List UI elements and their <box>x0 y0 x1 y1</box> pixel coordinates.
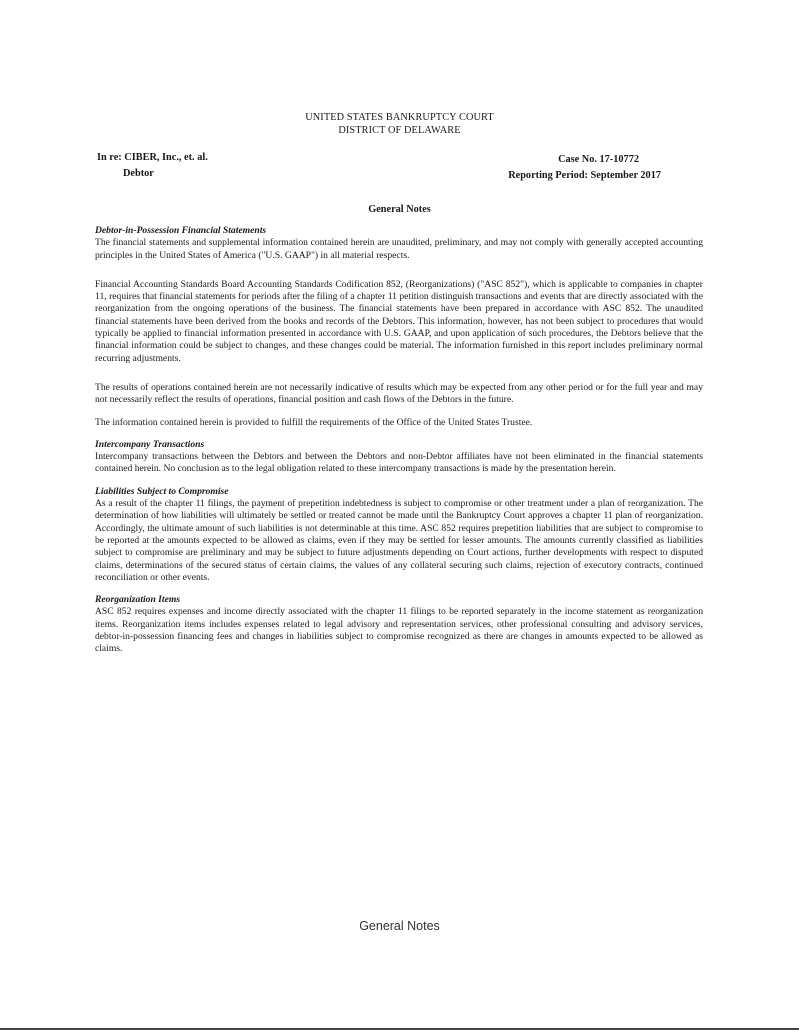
case-number: Case No. 17-10772 <box>558 154 639 165</box>
court-heading <box>0 111 799 137</box>
liabilities-paragraph: As a result of the chapter 11 filings, the payment of prepetition indebtedness is subject to compromise or other treatment under a plan of reorganization. The determination of how liabilities will ultimately be settled or treated cannot be made until the Bankruptcy Court approves a chapter 11 plan of reorganization. Accordingly, the ultimate amount of such liabilities is not determinable at this time. ASC 852 requires prepetition liabilities that are subject to compromise to be reported at the amounts expected to be allowed as claims, even if they may be settled for lesser amounts. The amounts currently classified as liabilities subject to compromise are preliminary and may be subject to future adjustments depending on Court actions, further developments with respect to disputed claims, determinations of the secured status of certain claims, the values of any collateral securing such claims, rejection of executory contracts, continued reconciliation or other events. <box>95 498 703 583</box>
page-title: General Notes <box>368 204 431 215</box>
dip-paragraph-4: The information contained herein is provided to fulfill the requirements of the Office of the United States Trustee. <box>95 416 533 428</box>
intercompany-paragraph: Intercompany transactions between the Debtors and between the Debtors and non-Debtor affiliates have not been eliminated in the financial statements contained herein. No conclusion as to the legal obligation related to these intercompany transactions is made by the presentation herein. <box>95 451 703 475</box>
dip-paragraph-1: The financial statements and supplemental information contained herein are unaudited, preliminary, and may not comply with generally accepted accounting principles in the United States of America ("U.S. GAAP") in all material respects. <box>95 237 703 261</box>
section-title-liabilities: Liabilities Subject to Compromise <box>95 485 229 497</box>
in-re-line: In re: CIBER, Inc., et. al. <box>97 152 208 163</box>
court-name: UNITED STATES BANKRUPTCY COURT <box>305 112 494 123</box>
case-caption <box>97 150 208 182</box>
section-title-intercompany: Intercompany Transactions <box>95 438 205 450</box>
debtor-label: Debtor <box>123 168 154 179</box>
reorg-paragraph: ASC 852 requires expenses and income directly associated with the chapter 11 filings to be reported separately in the income statement as reorganization items. Reorganization items includes expenses related to legal advisory and representation services, other professional consulting and advisory services, debtor-in-possession financing fees and changes in liabilities subject to compromise recognized as there are changes in amounts expected to be allowed as claims. <box>95 606 703 655</box>
footer-label: General Notes <box>359 919 440 933</box>
court-district: DISTRICT OF DELAWARE <box>338 125 461 136</box>
bottom-rule <box>0 1028 799 1030</box>
case-info <box>508 152 661 184</box>
dip-paragraph-3: The results of operations contained herein are not necessarily indicative of results which may be expected from any other period or for the full year and may not necessarily reflect the results of operations, financial position and cash flows of the Debtors in the future. <box>95 381 703 406</box>
dip-paragraph-2: Financial Accounting Standards Board Accounting Standards Codification 852, (Reorganizations) ("ASC 852"), which is applicable to companies in chapter 11, requires that financial statements for periods after the filing of a chapter 11 petition distinguish transactions and events that are directly associated with the reorganization from the ongoing operations of the business. The financial statements have been prepared in accordance with ASC 852. The unaudited financial statements have been derived from the books and records of the Debtors. This information, however, has not been subject to procedures that would typically be applied to financial information presented in accordance with U.S. GAAP, and upon application of such procedures, the Debtors believe that the financial information could be subject to changes, and these changes could be material. The information furnished in this report includes preliminary normal recurring adjustments. <box>95 278 703 364</box>
notes-body <box>95 225 703 656</box>
section-title-reorg: Reorganization Items <box>95 594 181 606</box>
section-title-dip: Debtor-in-Possession Financial Statements <box>95 225 267 236</box>
reporting-period: Reporting Period: September 2017 <box>508 170 661 181</box>
